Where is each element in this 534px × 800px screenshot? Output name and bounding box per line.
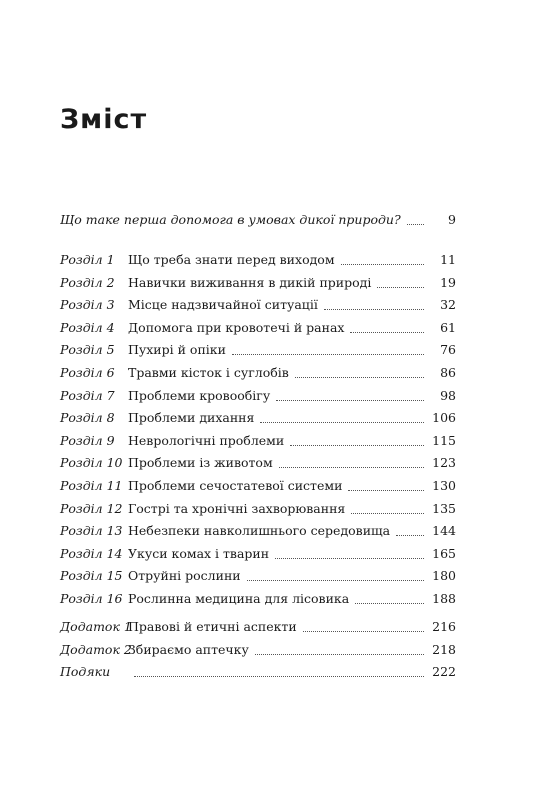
toc-chapter-row[interactable] [60,566,456,586]
toc-entry-title: Травми кісток і суглобів [128,365,289,380]
toc-chapter-row[interactable] [60,589,456,609]
toc-page-number: 222 [432,664,456,680]
toc-chapter-row[interactable] [60,453,456,473]
toc-chapter-row[interactable] [60,386,456,406]
dot-leader [134,675,424,677]
toc-page-number: 11 [440,252,456,267]
toc-entry-title: Що таке перша допомога в умовах дикої природи? [60,212,401,227]
toc-page-number: 32 [440,297,456,313]
toc-page-number: 123 [432,455,456,471]
dot-leader [355,602,424,604]
dot-leader [407,223,424,225]
toc-entry-label: Розділ 11 [60,478,123,493]
toc-entry-title: Неврологічні проблеми [128,432,285,448]
toc-entry-title: Проблеми кровообігу [128,387,271,403]
toc-entry-label: Розділ 4 [60,319,115,335]
toc-entry-title: Допомога при кровотечі й ранах [128,319,345,335]
toc-entry-title: Проблеми із животом [128,455,273,471]
toc-entry-title: Навички виживання в дикій природі [128,274,372,290]
toc-entry-title: Пухирі й опіки [128,342,226,358]
dot-leader [255,653,424,655]
toc-page-number: 188 [432,591,456,606]
toc-appendix-row[interactable] [60,617,456,637]
toc-chapter-row[interactable] [60,318,456,338]
dot-leader [303,630,424,632]
toc-chapter-row[interactable] [60,408,456,428]
toc-page-number: 115 [432,432,456,448]
dot-leader [341,263,424,265]
toc-appendix-row[interactable] [60,640,456,660]
dot-leader [396,534,424,536]
toc-entry-label: Розділ 9 [60,432,115,448]
toc-entry-label: Розділ 7 [60,387,115,403]
toc-chapter-row[interactable] [60,499,456,519]
toc-entry-label: Розділ 6 [60,365,115,380]
toc-entry-label: Розділ 1 [60,252,115,267]
dot-leader [247,579,424,581]
dot-leader [276,399,424,401]
toc-page-number: 106 [432,410,456,426]
toc-entry-label: Розділ 15 [60,568,123,584]
toc-page-number: 61 [440,319,456,335]
toc-entry-label: Розділ 10 [60,455,123,471]
toc-entry-title: Гострі та хронічні захворювання [128,500,346,516]
toc-page-number: 218 [432,641,456,657]
toc-entry-label: Розділ 12 [60,500,123,516]
toc-entry-label: Розділ 2 [60,274,115,290]
toc-chapter-row[interactable] [60,295,456,315]
dot-leader [351,512,424,514]
toc-entry-title: Отруйні рослини [128,568,241,584]
toc-entry-title: Небезпеки навколишнього середовища [128,523,391,539]
toc-entry-title: Укуси комах і тварин [128,545,270,561]
dot-leader [232,353,424,355]
toc-entry-title: Що треба знати перед виходом [128,252,335,267]
dot-leader [348,489,424,491]
dot-leader [290,444,424,446]
toc-page-number: 135 [432,500,456,516]
toc-page-number: 86 [440,365,456,380]
dot-leader [377,286,424,288]
dot-leader [324,308,424,310]
toc-page-number: 165 [432,545,456,561]
toc-entry-title: Рослинна медицина для лісовика [128,591,350,606]
toc-page-number: 130 [432,478,456,493]
toc-page-number: 144 [432,523,456,539]
toc-entry-label: Додаток 2 [60,641,132,657]
toc-page-number: 9 [448,212,456,227]
toc-page-number: 216 [432,619,456,634]
toc-entry-label: Розділ 8 [60,410,115,426]
dot-leader [275,557,424,559]
toc-page-number: 76 [440,342,456,358]
toc-entry-label: Розділ 13 [60,523,123,539]
toc-entry-label: Додаток 1 [60,619,132,634]
toc-chapter-row[interactable] [60,544,456,564]
toc-page-number: 98 [440,387,456,403]
toc-entry-label: Розділ 14 [60,545,123,561]
toc-entry-label: Розділ 5 [60,342,115,358]
toc-intro-row[interactable] [60,210,456,230]
toc-appendix-row[interactable] [60,662,456,682]
toc-page-number: 180 [432,568,456,584]
toc-page-number: 19 [440,274,456,290]
toc-entry-label: Подяки [60,664,111,680]
toc-entry-title: Правові й етичні аспекти [128,619,297,634]
toc-chapter-row[interactable] [60,250,456,270]
toc-entry-title: Місце надзвичайної ситуації [128,297,318,313]
toc-chapter-row[interactable] [60,273,456,293]
toc-entry-label: Розділ 3 [60,297,115,313]
toc-chapter-row[interactable] [60,363,456,383]
dot-leader [260,421,424,423]
toc-chapter-row[interactable] [60,340,456,360]
toc-entry-title: Збираємо аптечку [128,641,249,657]
toc-entry-title: Проблеми сечостатевої системи [128,478,343,493]
toc-chapter-row[interactable] [60,521,456,541]
toc-chapter-row[interactable] [60,476,456,496]
page-title: Зміст [60,104,148,135]
toc-entry-label: Розділ 16 [60,591,123,606]
toc-chapter-row[interactable] [60,431,456,451]
dot-leader [295,376,424,378]
dot-leader [350,331,424,333]
dot-leader [279,466,424,468]
toc-entry-title: Проблеми дихання [128,410,255,426]
